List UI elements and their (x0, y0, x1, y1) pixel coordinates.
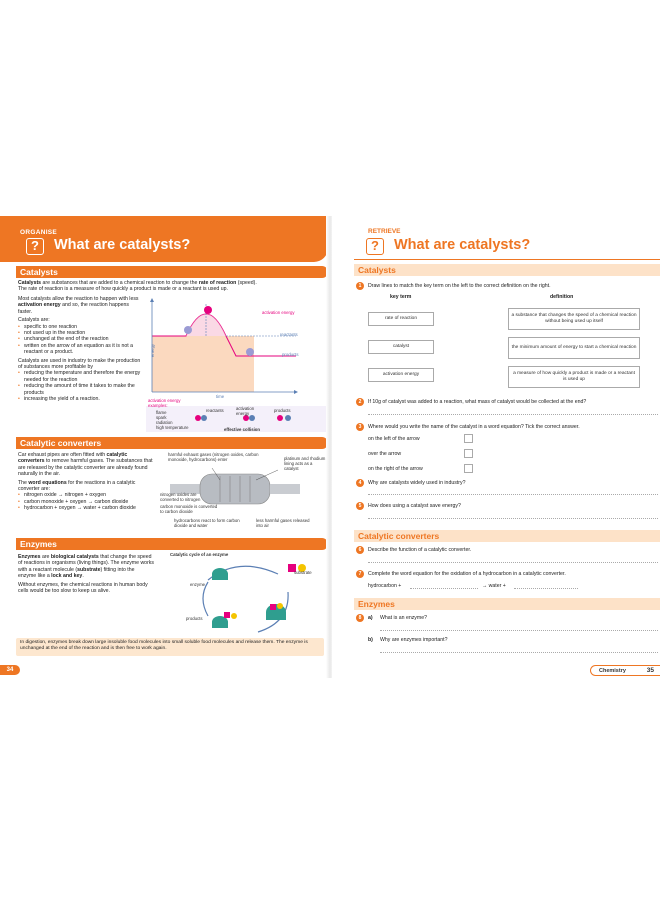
list-item: • unchanged at the end of the reaction (18, 336, 144, 342)
list-item: • reducing the temperature and therefore the energy needed for the reaction (18, 370, 144, 383)
ae-label: activation energy (262, 310, 295, 315)
label-exhaust-in: harmful exhaust gases (nitrogen oxides, carbon monoxide, hydrocarbons) enter (168, 452, 259, 462)
left-page (0, 216, 328, 678)
enzyme-cycle-illustration (168, 552, 324, 636)
col-definition: definition (550, 294, 574, 300)
x-arrow-icon (294, 390, 298, 394)
question-number: 3 (356, 423, 364, 431)
question-number: 6 (356, 546, 364, 554)
list-item: • hydrocarbon + oxygen → water + carbon dioxide (18, 505, 154, 511)
answer-line[interactable] (368, 562, 658, 563)
question-text: Draw lines to match the key term on the left to the correct definition on the right. (368, 283, 551, 289)
question-number: 7 (356, 570, 364, 578)
right-footer (590, 662, 660, 678)
label-carbon-monoxide: carbon monoxide is converted to carbon dioxide (160, 504, 218, 514)
section-heading: Enzymes (20, 539, 57, 549)
question-text: Why are enzymes important? (380, 637, 448, 643)
question-text: Where would you write the name of the catalyst in a word equation? Tick the correct answer. (368, 424, 580, 430)
list-item: • specific to one reaction (18, 324, 144, 330)
enzymes-body: Enzymes are biological catalysts that change the speed of reactions in organisms (living things). The enzyme works with a reactant molecule (substrate) fitting into the enzyme like a lock and key. Without enzymes, the chemical reactions in human body cells would be too slow to keep us alive. (18, 554, 154, 595)
section-heading: Catalysts (358, 265, 396, 275)
question-number: 5 (356, 502, 364, 510)
row-reactants: reactants (206, 408, 224, 413)
product-ball (246, 348, 254, 356)
activated-ball (204, 306, 212, 314)
products-label: products (282, 352, 299, 357)
row-ae: activation energy (236, 406, 255, 416)
retrieve-tag: RETRIEVE (368, 228, 401, 235)
question-text: Why are catalysts widely used in industry? (368, 480, 466, 486)
list-item: • not used up in the reaction (18, 330, 144, 336)
answer-blank[interactable] (410, 588, 478, 589)
row-products: products (274, 408, 291, 413)
list-item: • nitrogen oxide → nitrogen + oxygen (18, 492, 154, 498)
question-number: 8 (356, 614, 364, 622)
reactant-ball (184, 326, 192, 334)
section-converters (16, 437, 328, 449)
label-lining: platinum and rhodium lining acts as a catalyst (284, 456, 326, 471)
list-item: • increasing the yield of a reaction. (18, 396, 144, 402)
catalysts-intro: Catalysts are substances that are added to a chemical reaction to change the rate of reaction (speed). The rate of reaction is a measure of how quickly a product is made or a reactant is used up. (18, 280, 257, 293)
question-number: 4 (356, 479, 364, 487)
question-text: Describe the function of a catalytic converter. (368, 547, 472, 553)
digestion-note (16, 638, 324, 656)
equation-middle: → water + (482, 583, 506, 589)
section-catalysts (16, 266, 328, 278)
section-heading: Catalytic converters (20, 438, 102, 448)
section-heading: Catalytic converters (358, 531, 440, 541)
definition-box[interactable]: a measure of how quickly a product is made or a reactant is used up (508, 366, 640, 388)
label-nitrogen: nitrogen oxides are converted to nitrogen (160, 492, 201, 502)
label-released: less harmful gases released into air (256, 518, 310, 528)
section-enzymes (16, 538, 328, 550)
question-mark-icon: ? (26, 238, 44, 255)
equation-start: hydrocarbon + (368, 583, 402, 589)
label-enzyme: enzyme (190, 582, 206, 587)
left-footer (0, 662, 328, 678)
subject-tab (590, 665, 660, 676)
converters-body: Car exhaust pipes are often fitted with catalytic converters to remove harmful gases. The substances that are released by the catalytic converter are already found naturally in the air. The word equations for the reactions in a catalytic converter are: • nitrogen oxide → nitrogen + oxygen • carbon monoxide + oxygen → carbon dioxide • hydrocarbon + oxygen → water + carbon dioxide (18, 452, 154, 512)
page-title: What are catalysts? (54, 237, 191, 253)
energy-diagram (146, 296, 328, 432)
question-mark-icon: ? (366, 238, 384, 255)
answer-line[interactable] (368, 414, 658, 415)
catalysts-body: Most catalysts allow the reaction to happen with less activation energy and so, the reaction happens faster. Catalysts are: • specific to one reaction • not used up in the reaction • unchanged at the end of the reaction • written on the arrow of an equation as it is not a reactant or a product. Catalysts are used in industry to make the production of substances more profitable by • reducing the temperature and therefore the energy needed for the reaction • reducing the amount of time it takes to make the products • increasing the yield of a reaction. (18, 296, 144, 403)
right-page (332, 216, 660, 678)
tick-box[interactable] (464, 434, 473, 443)
section-heading: Catalysts (20, 267, 58, 277)
label-hydrocarbons: hydrocarbons react to form carbon dioxide and water (174, 518, 240, 528)
x-axis-label: time (216, 394, 225, 399)
examples-title: activation energy examples: (148, 398, 181, 408)
question-text: What is an enzyme? (380, 615, 427, 621)
section-converters (354, 530, 660, 542)
option-label: over the arrow (368, 451, 402, 457)
definition-box[interactable]: a substance that changes the speed of a chemical reaction without being used up itself (508, 308, 640, 330)
reactants-band (152, 336, 254, 392)
option-label: on the left of the arrow (368, 436, 420, 442)
tick-box[interactable] (464, 464, 473, 473)
answer-line[interactable] (380, 630, 658, 631)
retrieve-header (354, 226, 660, 260)
section-enzymes (354, 598, 660, 610)
term-box[interactable]: catalyst (368, 340, 434, 354)
page-number: 35 (646, 667, 654, 674)
question-text: Complete the word equation for the oxidation of a hydrocarbon in a catalytic converter. (368, 571, 566, 577)
page-title: What are catalysts? (394, 237, 531, 253)
question-text: How does using a catalyst save energy? (368, 503, 461, 509)
answer-line[interactable] (368, 494, 658, 495)
term-box[interactable]: rate of reaction (368, 312, 434, 326)
subject-label: Chemistry (599, 668, 626, 674)
section-heading: Enzymes (358, 599, 395, 609)
organise-tag: ORGANISE (20, 229, 58, 236)
term-box[interactable]: activation energy (368, 368, 434, 382)
part-label: a) (368, 615, 373, 621)
cycle-title: Catalytic cycle of an enzyme (170, 552, 229, 557)
label-products: products (186, 616, 203, 621)
y-arrow-icon (150, 298, 154, 302)
part-label: b) (368, 637, 373, 643)
list-item: • carbon monoxide + oxygen → carbon dioxide (18, 499, 154, 505)
collision-caption: effective collision (224, 427, 261, 432)
list-item: • written on the arrow of an equation as it is not a reactant or a product. (18, 343, 144, 356)
y-axis-label: energy (150, 343, 156, 358)
col-key-term: key term (390, 294, 412, 300)
definition-box[interactable]: the minimum amount of energy to start a chemical reaction (508, 337, 640, 359)
answer-blank[interactable] (514, 588, 578, 589)
question-text: If 10g of catalyst was added to a reaction, what mass of catalyst would be collected at the end? (368, 399, 587, 405)
organise-header (0, 216, 328, 262)
list-item: • reducing the amount of time it takes to make the products (18, 383, 144, 396)
examples-list: flame spark radiation high temperature (156, 410, 189, 430)
section-catalysts (354, 264, 660, 276)
question-number: 2 (356, 398, 364, 406)
note-text: In digestion, enzymes break down large insoluble food molecules into small soluble food molecules and release them. The enzyme is unchanged at the end of the reaction and is then free to work again. (20, 640, 308, 651)
option-label: on the right of the arrow (368, 466, 423, 472)
page-number: 34 (0, 665, 20, 675)
enzyme-cycle (168, 552, 324, 636)
label-substrate: substrate (294, 570, 312, 575)
question-number: 1 (356, 282, 364, 290)
answer-line[interactable] (380, 652, 658, 653)
reactants-label: reactants (280, 332, 298, 337)
answer-line[interactable] (368, 518, 658, 519)
tick-box[interactable] (464, 449, 473, 458)
converter-diagram (160, 452, 326, 532)
